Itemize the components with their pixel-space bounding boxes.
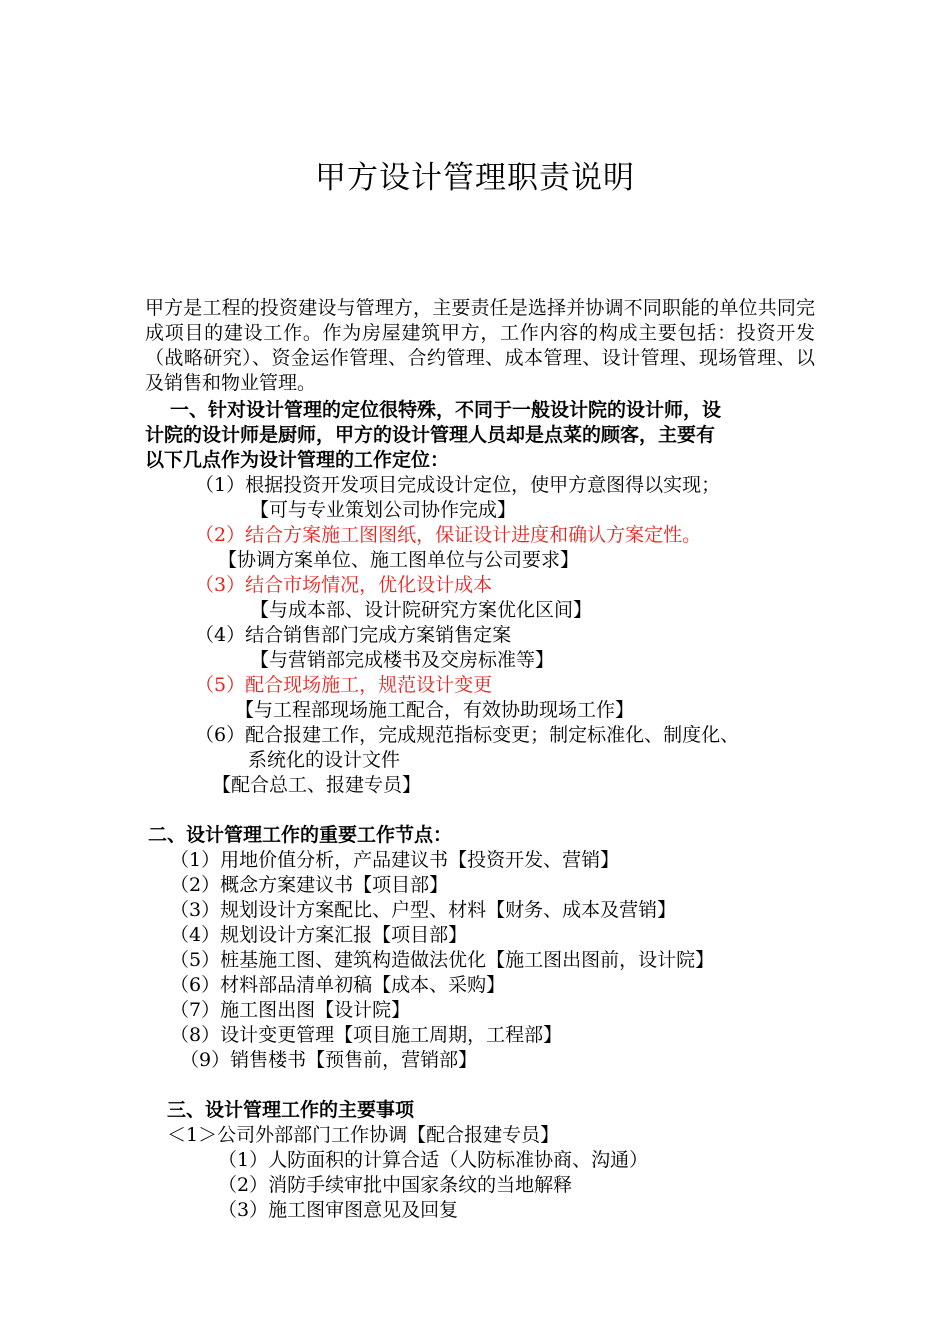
- section2-item-6: （6）材料部品清单初稿【成本、采购】: [170, 974, 506, 996]
- section1-item-2: （2）结合方案施工图图纸，保证设计进度和确认方案定性。: [195, 524, 702, 546]
- section2-item-3: （3）规划设计方案配比、户型、材料【财务、成本及营销】: [170, 899, 677, 921]
- section2-item-4: （4）规划设计方案汇报【项目部】: [170, 924, 468, 946]
- section1-item-1: （1）根据投资开发项目完成设计定位，使甲方意图得以实现；: [195, 474, 721, 496]
- section1-item-1-note: 【可与专业策划公司协作完成】: [250, 499, 517, 521]
- intro-paragraph: 甲方是工程的投资建设与管理方，主要责任是选择并协调不同职能的单位共同完成项目的建设工作。作为房屋建筑甲方，工作内容的构成主要包括：投资开发（战略研究）、资金运作管理、合约管理、成本管理、设计管理、现场管理、以及销售和物业管理。: [145, 297, 815, 394]
- section2-item-2: （2）概念方案建议书【项目部】: [170, 874, 449, 896]
- section1-item-6: （6）配合报建工作，完成规范指标变更；制定标准化、制度化、: [195, 724, 740, 746]
- section3-item-2: （2）消防手续审批中国家条纹的当地解释: [218, 1174, 573, 1196]
- section2-item-1: （1）用地价值分析，产品建议书【投资开发、营销】: [170, 849, 620, 871]
- section2-item-7: （7）施工图出图【设计院】: [170, 999, 411, 1021]
- section1-heading-line-1: 一、针对设计管理的定位很特殊，不同于一般设计院的设计师，设: [170, 399, 722, 421]
- section1-heading-line-3: 以下几点作为设计管理的工作定位：: [145, 449, 450, 471]
- section2-item-8: （8）设计变更管理【项目施工周期，工程部】: [170, 1024, 563, 1046]
- section2-item-9: （9）销售楼书【预售前，营销部】: [180, 1049, 478, 1071]
- section1-item-5-note: 【与工程部现场施工配合，有效协助现场工作】: [235, 699, 635, 721]
- section3-item-3: （3）施工图审图意见及回复: [218, 1199, 459, 1221]
- section1-item-6-note: 【配合总工、报建专员】: [212, 774, 422, 796]
- section1-item-3: （3）结合市场情况，优化设计成本: [195, 574, 493, 596]
- section1-item-2-note: 【协调方案单位、施工图单位与公司要求】: [218, 549, 580, 571]
- section2-item-5: （5）桩基施工图、建筑构造做法优化【施工图出图前，设计院】: [170, 949, 715, 971]
- section3-subheading: ＜1＞公司外部部门工作协调【配合报建专员】: [167, 1124, 560, 1146]
- section2-heading: 二、设计管理工作的重要工作节点：: [148, 824, 453, 846]
- section1-item-4-note: 【与营销部完成楼书及交房标准等】: [250, 649, 555, 671]
- section1-item-6-cont: 系统化的设计文件: [248, 749, 401, 771]
- page-title: 甲方设计管理职责说明: [315, 160, 635, 196]
- section1-heading-line-2: 计院的设计师是厨师，甲方的设计管理人员却是点菜的顾客，主要有: [145, 424, 716, 446]
- section1-item-3-note: 【与成本部、设计院研究方案优化区间】: [250, 599, 593, 621]
- section3-heading: 三、设计管理工作的主要事项: [167, 1099, 415, 1121]
- section1-item-4: （4）结合销售部门完成方案销售定案: [195, 624, 512, 646]
- section3-item-1: （1）人防面积的计算合适（人防标准协商、沟通）: [218, 1149, 649, 1171]
- section1-item-5: （5）配合现场施工，规范设计变更: [195, 674, 493, 696]
